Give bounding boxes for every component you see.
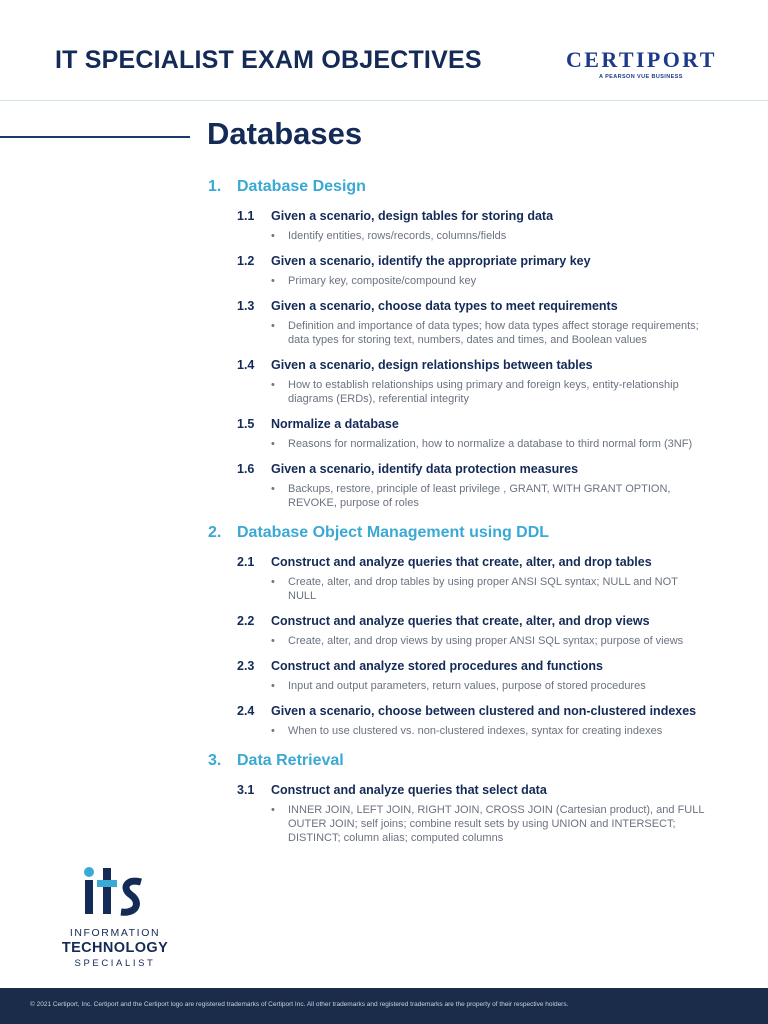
objective-item (208, 208, 708, 243)
section-heading (208, 178, 708, 196)
objective-item (208, 357, 708, 406)
objective-title: Given a scenario, identify the appropriate primary key (271, 254, 591, 268)
objective-title: Construct and analyze queries that create, alter, and drop tables (271, 555, 652, 569)
objective-item (208, 703, 708, 738)
objective-title: Construct and analyze queries that select data (271, 783, 547, 797)
bullet-icon: • (271, 483, 275, 495)
objective-number: 1.6 (237, 462, 255, 476)
bullet-icon: • (271, 379, 275, 391)
objective-bullet-text: Reasons for normalization, how to normalize a database to third normal form (3NF) (288, 438, 693, 450)
objective-title: Given a scenario, choose between clustered and non-clustered indexes (271, 704, 697, 718)
objective-bullet-text: Definition and importance of data types; how data types affect storage requirements; data types for storing text, numbers, dates and times, and Boolean values (288, 320, 699, 346)
bullet-icon: • (271, 725, 275, 737)
objective-item (208, 658, 708, 693)
objective-item (208, 253, 708, 288)
its-logo-line-2: TECHNOLOGY (61, 940, 169, 956)
heading-rule (0, 136, 190, 138)
objective-item (208, 298, 708, 347)
page-heading: Databases (207, 116, 363, 151)
footer-copyright: © 2021 Certiport, Inc. Certiport and the Certiport logo are registered trademarks of Certiport Inc. All other trademarks and registered trademarks are the property of their respective holders. (30, 1001, 569, 1008)
its-logo-line-1: INFORMATION (69, 927, 161, 939)
objective-bullet-text: Backups, restore, principle of least privilege , GRANT, WITH GRANT OPTION, REVOKE, purpose of roles (288, 483, 671, 509)
objective-title: Given a scenario, design tables for storing data (271, 209, 554, 223)
objective-title: Normalize a database (271, 417, 399, 431)
objective-title: Given a scenario, design relationships between tables (271, 358, 593, 372)
section-number: 1. (208, 178, 222, 195)
objective-number: 1.2 (237, 254, 255, 268)
bullet-icon: • (271, 680, 275, 692)
objective-title: Given a scenario, choose data types to meet requirements (271, 299, 618, 313)
bullet-icon: • (271, 635, 275, 647)
section-heading (208, 524, 708, 542)
certiport-logo (566, 47, 716, 80)
objective-number: 2.2 (237, 614, 255, 628)
bullet-icon: • (271, 438, 275, 450)
section-object-management (208, 524, 708, 738)
objective-number: 2.3 (237, 659, 255, 673)
objective-bullet-text: Create, alter, and drop views by using proper ANSI SQL syntax; purpose of views (288, 635, 684, 647)
objective-number: 1.1 (237, 209, 255, 223)
section-data-retrieval (208, 752, 708, 845)
certiport-logo-tagline: A PEARSON VUE BUSINESS (599, 74, 683, 80)
its-logo-line-3: SPECIALIST (74, 958, 156, 969)
objective-title: Construct and analyze queries that create, alter, and drop views (271, 614, 650, 628)
objective-bullet-text: Input and output parameters, return values, purpose of stored procedures (288, 680, 646, 692)
objective-number: 1.3 (237, 299, 255, 313)
header-title: IT SPECIALIST EXAM OBJECTIVES (55, 46, 482, 74)
section-title: Database Object Management using DDL (237, 524, 550, 541)
section-database-design (208, 178, 708, 510)
objective-number: 1.4 (237, 358, 255, 372)
objective-bullet-text: INNER JOIN, LEFT JOIN, RIGHT JOIN, CROSS JOIN (Cartesian product), and FULL OUTER JOIN; self joins; combine result sets by using UNION and INTERSECT; DISTINCT; column alias; computed columns (288, 804, 705, 844)
bullet-icon: • (271, 230, 275, 242)
objective-bullet-text: Identify entities, rows/records, columns/fields (288, 230, 507, 242)
page-header (0, 0, 768, 101)
objective-bullet-text: How to establish relationships using primary and foreign keys, entity-relationship diagrams (ERDs), referential integrity (288, 379, 679, 405)
objective-number: 2.1 (237, 555, 255, 569)
objective-number: 3.1 (237, 783, 255, 797)
bullet-icon: • (271, 320, 275, 332)
objective-item (208, 461, 708, 510)
section-title: Database Design (237, 178, 366, 195)
certiport-logo-word: CERTIPORT (566, 47, 717, 72)
page-footer (0, 988, 768, 1024)
objective-bullet-text: Create, alter, and drop tables by using proper ANSI SQL syntax; NULL and NOT NULL (288, 576, 678, 602)
objective-title: Construct and analyze stored procedures and functions (271, 659, 604, 673)
objectives-content (208, 178, 708, 859)
section-heading (208, 752, 708, 770)
section-title: Data Retrieval (237, 752, 344, 769)
objective-number: 1.5 (237, 417, 255, 431)
bullet-icon: • (271, 804, 275, 816)
section-number: 2. (208, 524, 222, 541)
objective-item (208, 416, 708, 451)
objective-number: 2.4 (237, 704, 255, 718)
section-number: 3. (208, 752, 222, 769)
its-logo (55, 866, 175, 969)
bullet-icon: • (271, 275, 275, 287)
objective-item (208, 613, 708, 648)
objective-item (208, 782, 708, 845)
its-logo-mark-icon (83, 866, 147, 918)
objective-item (208, 554, 708, 603)
objective-title: Given a scenario, identify data protection measures (271, 462, 579, 476)
bullet-icon: • (271, 576, 275, 588)
objective-bullet-text: When to use clustered vs. non-clustered indexes, syntax for creating indexes (288, 725, 663, 737)
objective-bullet-text: Primary key, composite/compound key (288, 275, 477, 287)
